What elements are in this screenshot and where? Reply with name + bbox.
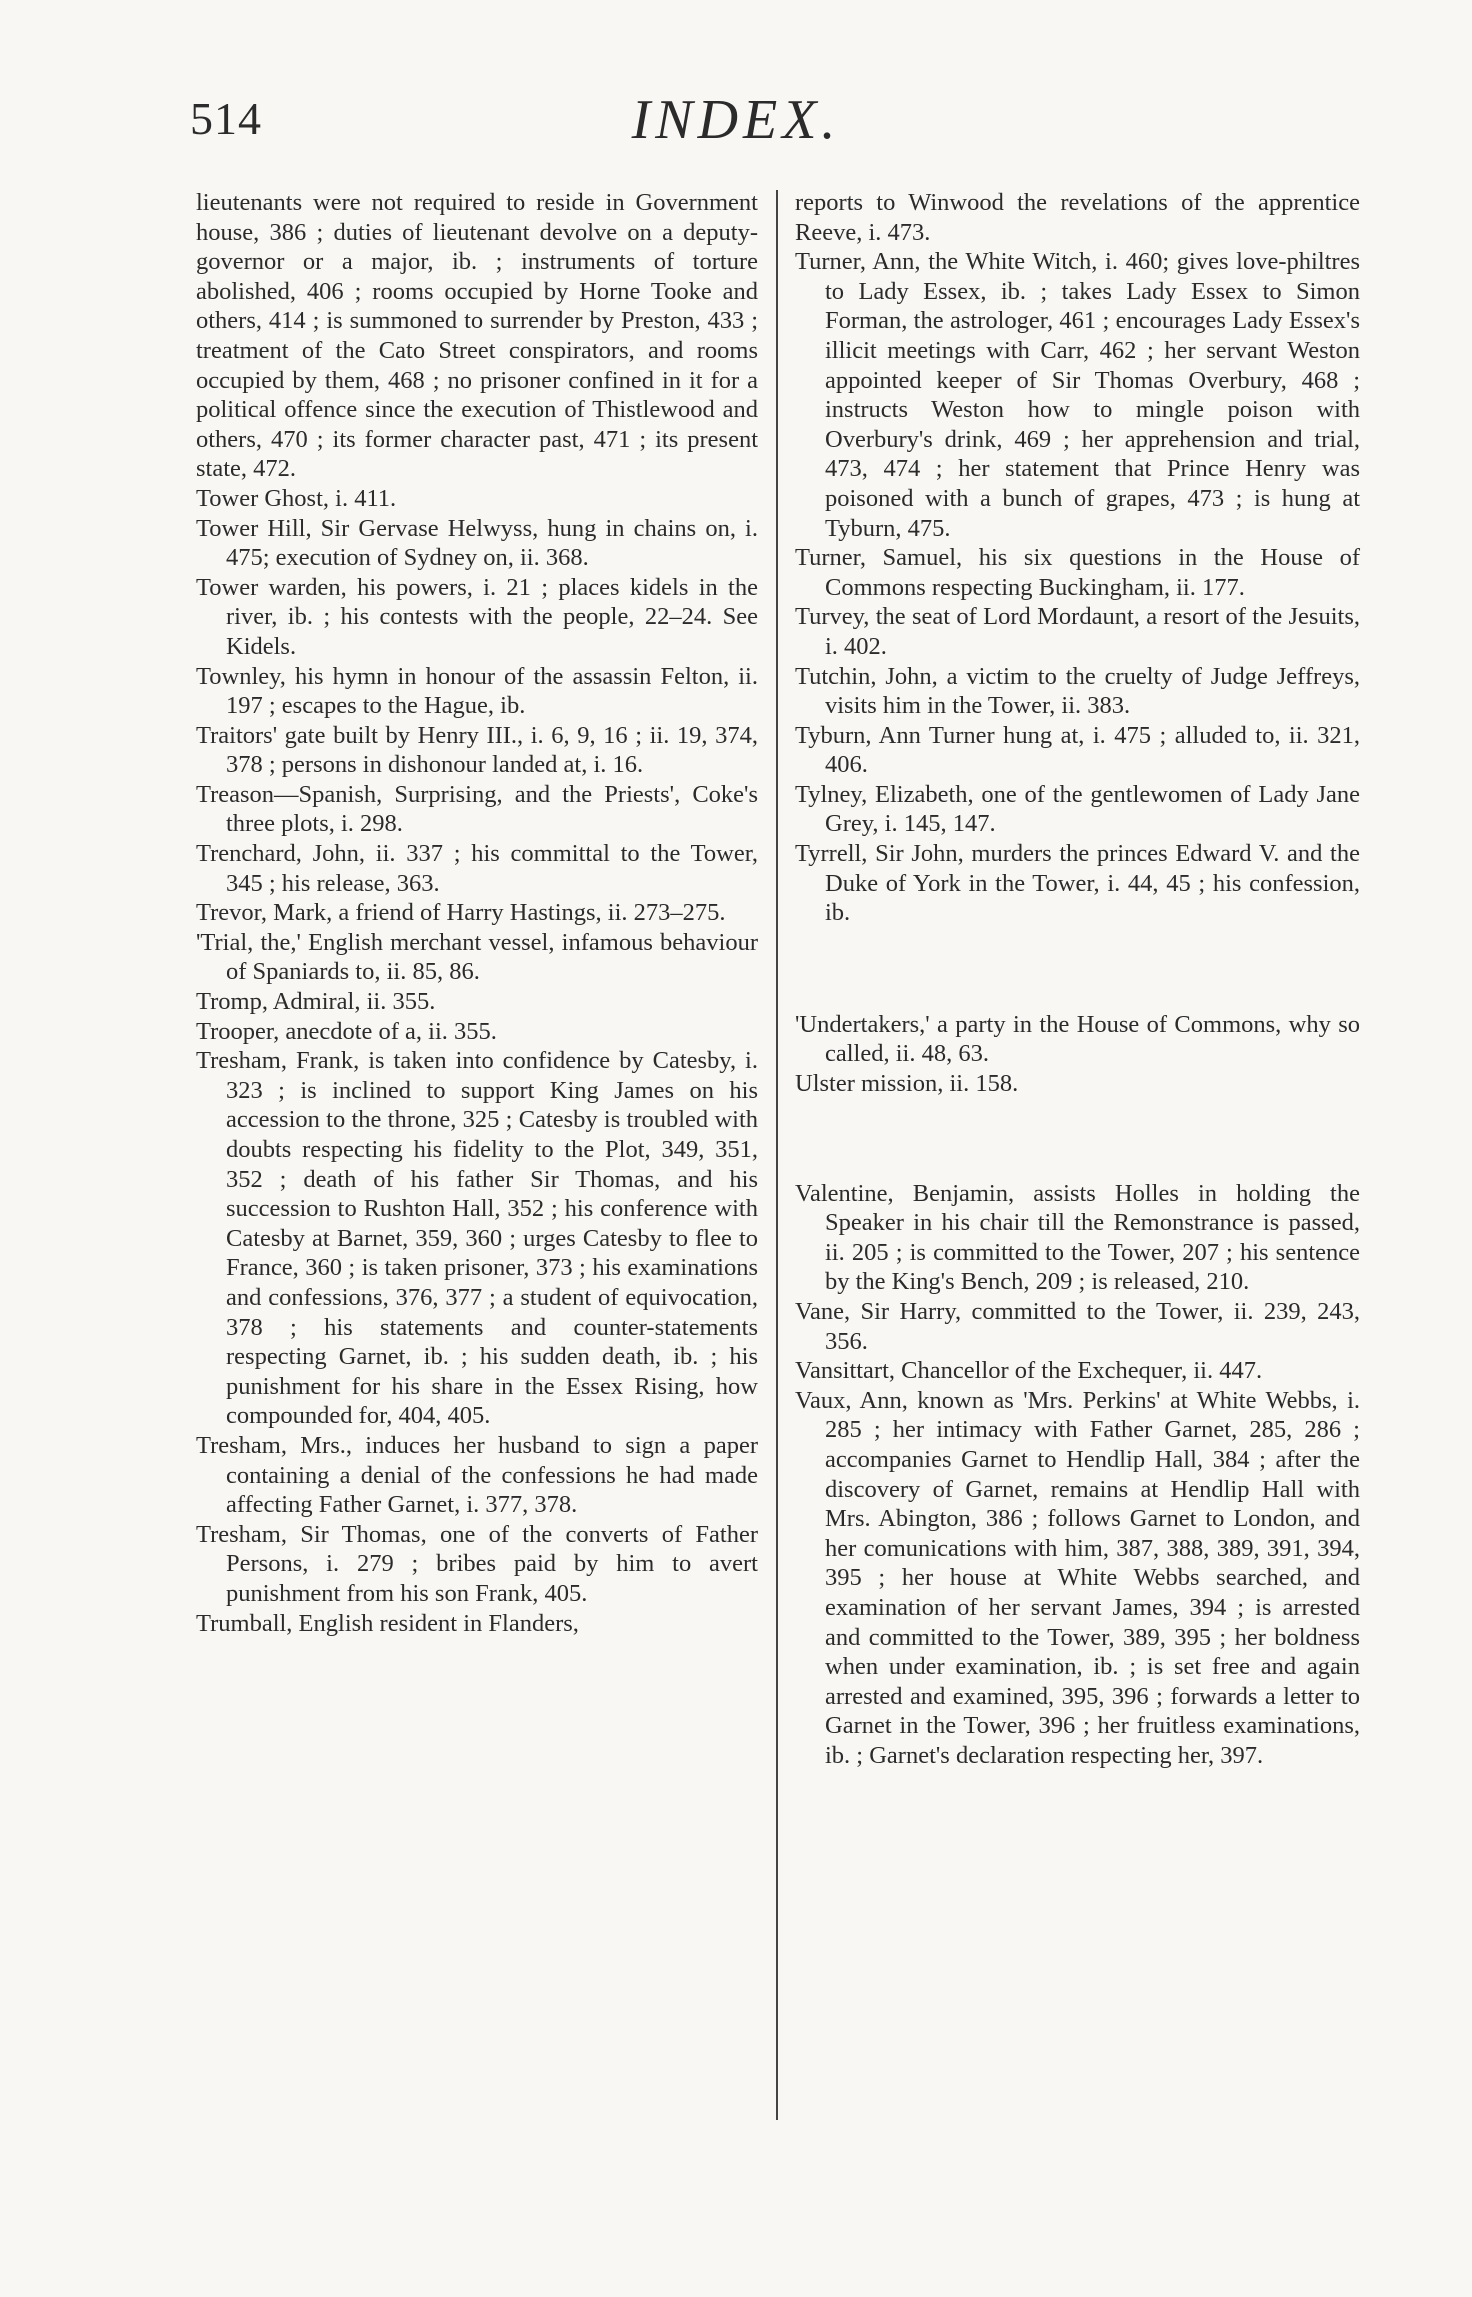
index-entry: Trumball, English resident in Flanders,: [196, 1609, 579, 1637]
index-entry: Tyburn, Ann Turner hung at, i. 475 ; alluded to, ii. 321, 406.: [795, 721, 1360, 779]
index-entry: Tyrrell, Sir John, murders the princes Edward V. and the Duke of York in the Tower, i. 44, 45 ; his confession, ib.: [795, 840, 1360, 927]
page-number: 514: [190, 93, 262, 144]
index-entry: 'Trial, the,' English merchant vessel, infamous behaviour of Spaniards to, ii. 85, 86.: [196, 928, 758, 986]
index-entry: Ulster mission, ii. 158.: [795, 1070, 1019, 1098]
page-title: INDEX.: [631, 89, 841, 151]
index-entry: 'Undertakers,' a party in the House of Commons, why so called, ii. 48, 63.: [795, 1010, 1360, 1068]
section-gap: [795, 928, 1360, 1010]
index-entry: Townley, his hymn in honour of the assassin Felton, ii. 197 ; escapes to the Hague, ib.: [196, 662, 758, 720]
index-entry: Tower Ghost, i. 411.: [196, 484, 397, 512]
index-entry: Turvey, the seat of Lord Mordaunt, a resort of the Jesuits, i. 402.: [795, 603, 1360, 660]
index-entry: Trooper, anecdote of a, ii. 355.: [196, 1017, 497, 1045]
column-divider: [776, 190, 778, 2120]
index-entry: Traitors' gate built by Henry III., i. 6, 9, 16 ; ii. 19, 374, 378 ; persons in dishonour landed at, i. 16.: [196, 721, 758, 779]
index-entry: Vaux, Ann, known as 'Mrs. Perkins' at White Webbs, i. 285 ; her intimacy with Father Garnet, 285, 286 ; accompanies Garnet to Hendlip Hall, 384 ; after the discovery of Garnet, remains at Hendlip Hall with Mrs. Abington, 386 ; follows Garnet to London, and her comunications with him, 387, 388, 389, 391, 394, 395 ; her house at White Webbs searched, and examination of her servant James, 394 ; is arrested and committed to the Tower, 389, 395 ; her boldness when under examination, ib. ; is set free and again arrested and examined, 395, 396 ; forwards a letter to Garnet in the Tower, 396 ; her fruitless examinations, ib. ; Garnet's declaration respecting her, 397.: [795, 1386, 1360, 1769]
index-entry: Tylney, Elizabeth, one of the gentlewomen of Lady Jane Grey, i. 145, 147.: [795, 780, 1360, 838]
index-entry: Tower Hill, Sir Gervase Helwyss, hung in chains on, i. 475; execution of Sydney on, ii. 368.: [196, 514, 758, 572]
index-entry: Tromp, Admiral, ii. 355.: [196, 988, 436, 1016]
index-entry: Turner, Ann, the White Witch, i. 460; gives love-philtres to Lady Essex, ib. ; takes Lady Essex to Simon Forman, the astrologer, 461 ; encourages Lady Essex's illicit meetings with Carr, 462 ; her servant Weston appointed keeper of Sir Thomas Overbury, 468 ; instructs Weston how to mingle poison with Overbury's drink, 469 ; her apprehension and trial, 473, 474 ; her statement that Prince Henry was poisoned with a bunch of grapes, 473 ; is hung at Tyburn, 475.: [795, 248, 1360, 542]
index-entry: lieutenants were not required to reside in Government house, 386 ; duties of lieutenant devolve on a deputy-governor or a major, ib. ; instruments of torture abolished, 406 ; rooms occupied by Horne Tooke and others, 414 ; is summoned to surrender by Preston, 433 ; treatment of the Cato Street conspirators, and rooms occupied by them, 468 ; no prisoner confined in it for a political offence since the execution of Thistlewood and others, 470 ; its former character past, 471 ; its present state, 472.: [196, 189, 758, 483]
index-entry: Vansittart, Chancellor of the Exchequer, ii. 447.: [795, 1357, 1263, 1385]
index-entry: Tutchin, John, a victim to the cruelty of Judge Jeffreys, visits him in the Tower, ii. 383.: [795, 662, 1360, 720]
index-entry: Tresham, Mrs., induces her husband to sign a paper containing a denial of the confessions he had made affecting Father Garnet, i. 377, 378.: [196, 1431, 758, 1519]
index-entry: Tresham, Sir Thomas, one of the converts of Father Persons, i. 279 ; bribes paid by him to avert punishment from his son Frank, 405.: [196, 1520, 758, 1607]
section-gap: [795, 1099, 1360, 1179]
right-column: [795, 188, 1360, 1771]
index-entry: Vane, Sir Harry, committed to the Tower, ii. 239, 243, 356.: [795, 1298, 1360, 1355]
index-entry: reports to Winwood the revelations of the apprentice Reeve, i. 473.: [795, 189, 1360, 246]
index-entry: Tresham, Frank, is taken into confidence by Catesby, i. 323 ; is inclined to support King James on his accession to the throne, 325 ; Catesby is troubled with doubts respecting his fidelity to the Plot, 349, 351, 352 ; death of his father Sir Thomas, and his succession to Rushton Hall, 352 ; his conference with Catesby at Barnet, 359, 360 ; urges Catesby to flee to France, 360 ; is taken prisoner, 373 ; his examinations and confessions, 376, 377 ; a student of equivocation, 378 ; his statements and counter-statements respecting Garnet, ib. ; his sudden death, ib. ; his punishment for his share in the Essex Rising, how compounded for, 404, 405.: [196, 1047, 758, 1430]
left-column: [196, 188, 758, 1638]
index-entry: Tower warden, his powers, i. 21 ; places kidels in the river, ib. ; his contests with the people, 22–24. See Kidels.: [196, 573, 758, 660]
index-entry: Turner, Samuel, his six questions in the House of Commons respecting Buckingham, ii. 177.: [795, 544, 1360, 601]
index-entry: Treason—Spanish, Surprising, and the Priests', Coke's three plots, i. 298.: [196, 780, 758, 838]
index-entry: Trenchard, John, ii. 337 ; his committal to the Tower, 345 ; his release, 363.: [196, 840, 758, 897]
index-entry: Valentine, Benjamin, assists Holles in holding the Speaker in his chair till the Remonstrance is passed, ii. 205 ; is committed to the Tower, 207 ; his sentence by the King's Bench, 209 ; is released, 210.: [795, 1179, 1360, 1296]
index-entry: Trevor, Mark, a friend of Harry Hastings, ii. 273–275.: [196, 899, 726, 927]
